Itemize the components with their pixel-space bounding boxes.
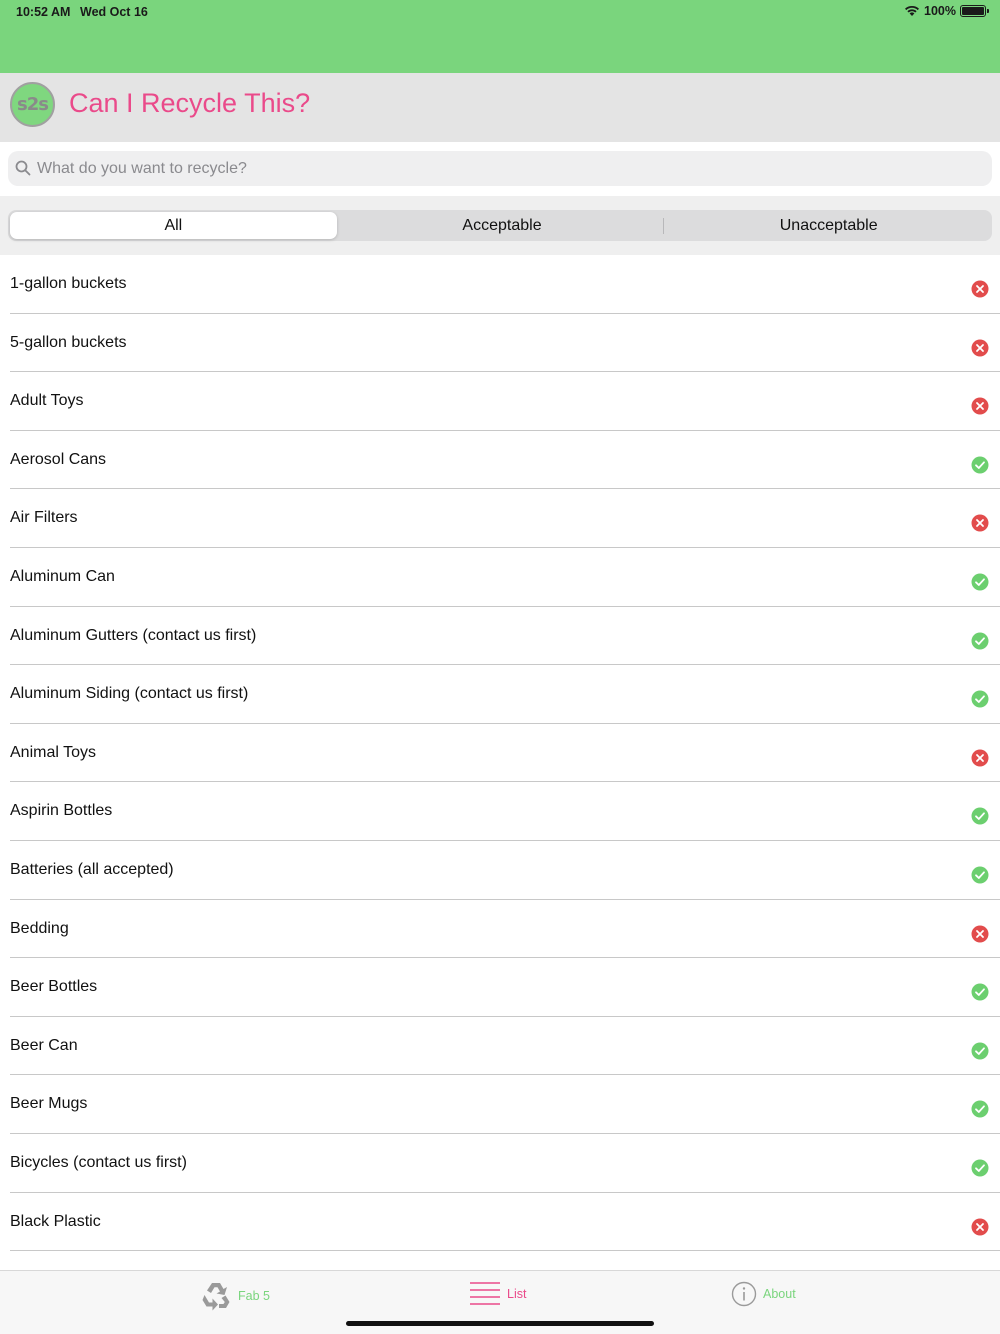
list-item[interactable]	[10, 841, 1000, 900]
checkmark-circle-icon	[971, 456, 989, 474]
x-circle-icon	[971, 514, 989, 532]
list-item[interactable]	[10, 431, 1000, 490]
x-circle-icon	[971, 925, 989, 943]
tab-label-list: List	[507, 1287, 527, 1301]
segment-unacceptable[interactable]: Unacceptable	[779, 216, 878, 234]
list-item-label: Aerosol Cans	[10, 450, 107, 468]
x-circle-icon	[971, 749, 989, 767]
x-circle-icon	[971, 1218, 989, 1236]
status-time: 10:52 AM	[16, 5, 71, 19]
list-item-label: Beer Bottles	[10, 978, 98, 996]
list-item[interactable]	[10, 958, 1000, 1017]
list-icon	[469, 1281, 501, 1307]
logo-text: s2s	[17, 94, 48, 115]
list-item[interactable]	[10, 724, 1000, 783]
status-indicators	[904, 4, 986, 18]
search-icon	[15, 160, 31, 176]
checkmark-circle-icon	[971, 1159, 989, 1177]
app-logo	[10, 82, 55, 127]
checkmark-circle-icon	[971, 807, 989, 825]
tab-fab-5[interactable]	[200, 1281, 270, 1311]
checkmark-circle-icon	[971, 866, 989, 884]
segment-acceptable[interactable]: Acceptable	[462, 216, 542, 234]
list-item-label: Beer Can	[10, 1036, 78, 1054]
list-item[interactable]	[10, 548, 1000, 607]
filter-segmented-control	[8, 210, 992, 241]
app-header	[0, 73, 1000, 142]
tab-list[interactable]	[469, 1281, 526, 1307]
checkmark-circle-icon	[971, 1042, 989, 1060]
list-item[interactable]	[10, 1193, 1000, 1252]
list-item-label: Aluminum Can	[10, 567, 115, 585]
home-indicator	[346, 1321, 654, 1326]
x-circle-icon	[971, 280, 989, 298]
checkmark-circle-icon	[971, 983, 989, 1001]
filter-bar	[0, 196, 1000, 255]
list-item[interactable]	[10, 607, 1000, 666]
status-bar	[0, 0, 1000, 73]
list-item[interactable]	[10, 782, 1000, 841]
recycle-icon	[200, 1281, 232, 1311]
list-item-label: Animal Toys	[10, 743, 96, 761]
checkmark-circle-icon	[971, 690, 989, 708]
checkmark-circle-icon	[971, 632, 989, 650]
list-item[interactable]	[10, 489, 1000, 548]
wifi-icon	[904, 5, 920, 17]
list-item-label: Aluminum Gutters (contact us first)	[10, 626, 257, 644]
list-item[interactable]	[10, 1017, 1000, 1076]
list-item[interactable]	[10, 255, 1000, 314]
x-circle-icon	[971, 339, 989, 357]
list-item-label: Bicycles (contact us first)	[10, 1153, 187, 1171]
list-item[interactable]	[10, 314, 1000, 373]
list-item-label: Aluminum Siding (contact us first)	[10, 685, 249, 703]
battery-icon	[960, 5, 986, 17]
list-item[interactable]	[10, 372, 1000, 431]
list-item[interactable]	[10, 1134, 1000, 1193]
list-item-label: Air Filters	[10, 509, 78, 527]
list-item-label: Aspirin Bottles	[10, 802, 113, 820]
segment-all[interactable]: All	[10, 212, 337, 239]
page-title: Can I Recycle This?	[69, 88, 311, 118]
info-icon	[731, 1281, 757, 1307]
list-item-label: 5-gallon buckets	[10, 333, 127, 351]
list-item[interactable]	[10, 900, 1000, 959]
list-item-label: Black Plastic	[10, 1212, 101, 1230]
tab-label-about: About	[763, 1287, 796, 1301]
x-circle-icon	[971, 397, 989, 415]
status-date: Wed Oct 16	[80, 5, 148, 19]
list-item-label: Bedding	[10, 919, 69, 937]
checkmark-circle-icon	[971, 1100, 989, 1118]
list-item-label: Batteries (all accepted)	[10, 860, 174, 878]
recycle-item-list[interactable]	[0, 255, 1000, 1270]
segment-divider	[663, 218, 664, 234]
list-item[interactable]	[10, 665, 1000, 724]
list-item-label: Adult Toys	[10, 392, 84, 410]
tab-label-fab-5: Fab 5	[238, 1289, 270, 1303]
list-item-label: Beer Mugs	[10, 1095, 88, 1113]
battery-percentage: 100%	[924, 4, 956, 18]
tab-about[interactable]	[731, 1281, 796, 1307]
search-box[interactable]	[8, 151, 992, 186]
checkmark-circle-icon	[971, 573, 989, 591]
list-item-label: 1-gallon buckets	[10, 275, 127, 292]
search-bar	[0, 142, 1000, 196]
list-item[interactable]	[10, 1075, 1000, 1134]
search-input[interactable]	[37, 151, 977, 186]
